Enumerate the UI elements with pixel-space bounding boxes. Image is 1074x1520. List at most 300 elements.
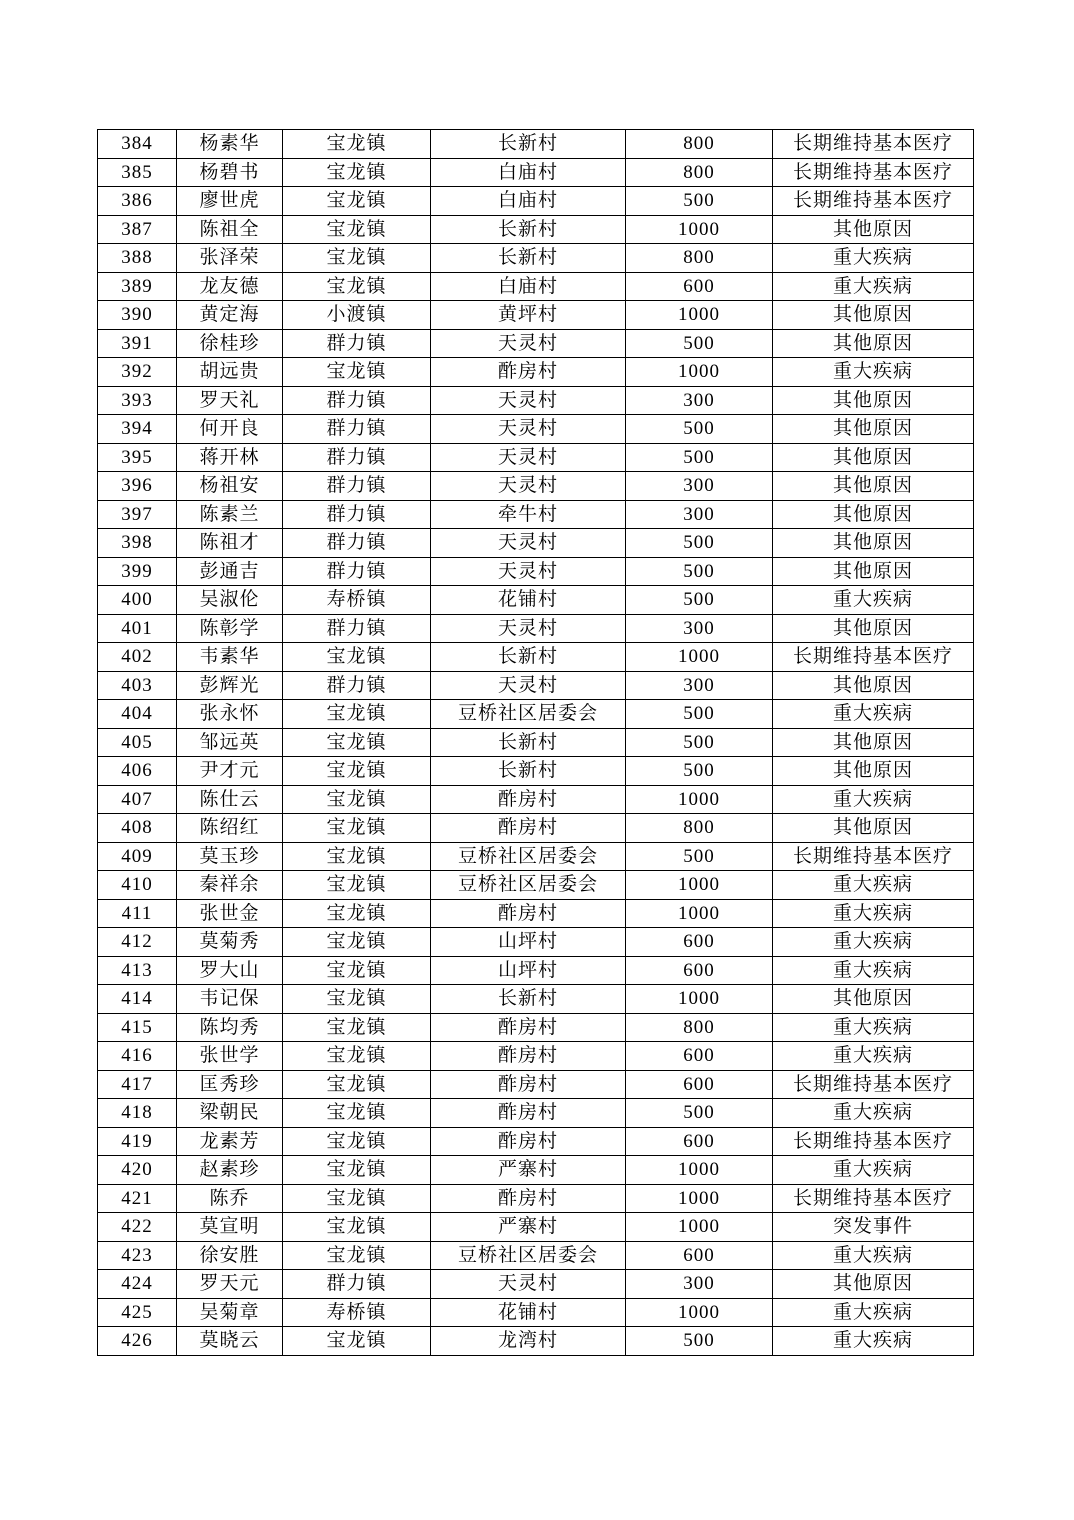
table-row <box>98 329 974 358</box>
row-number: 399 <box>98 557 177 586</box>
row-number: 412 <box>98 928 177 957</box>
relief-roster-table <box>97 129 974 1356</box>
row-number: 395 <box>98 443 177 472</box>
relief-amount: 800 <box>626 158 773 187</box>
person-name: 莫菊秀 <box>177 928 283 957</box>
relief-reason: 长期维持基本医疗 <box>773 842 974 871</box>
town-name: 宝龙镇 <box>283 1213 431 1242</box>
relief-reason: 重大疾病 <box>773 928 974 957</box>
village-name: 豆桥社区居委会 <box>431 842 626 871</box>
relief-reason: 其他原因 <box>773 415 974 444</box>
table-row <box>98 1042 974 1071</box>
table-row <box>98 1184 974 1213</box>
person-name: 陈仕云 <box>177 785 283 814</box>
relief-reason: 长期维持基本医疗 <box>773 1127 974 1156</box>
person-name: 杨碧书 <box>177 158 283 187</box>
person-name: 彭辉光 <box>177 671 283 700</box>
village-name: 豆桥社区居委会 <box>431 871 626 900</box>
person-name: 陈祖全 <box>177 215 283 244</box>
village-name: 长新村 <box>431 757 626 786</box>
row-number: 413 <box>98 956 177 985</box>
table-row <box>98 215 974 244</box>
table-row <box>98 272 974 301</box>
person-name: 罗天礼 <box>177 386 283 415</box>
person-name: 龙友德 <box>177 272 283 301</box>
person-name: 莫玉珍 <box>177 842 283 871</box>
town-name: 宝龙镇 <box>283 1156 431 1185</box>
town-name: 宝龙镇 <box>283 272 431 301</box>
village-name: 酢房村 <box>431 1042 626 1071</box>
relief-reason: 重大疾病 <box>773 956 974 985</box>
relief-reason: 重大疾病 <box>773 1298 974 1327</box>
town-name: 宝龙镇 <box>283 1327 431 1356</box>
village-name: 天灵村 <box>431 443 626 472</box>
relief-amount: 600 <box>626 956 773 985</box>
village-name: 天灵村 <box>431 386 626 415</box>
person-name: 陈绍红 <box>177 814 283 843</box>
village-name: 天灵村 <box>431 529 626 558</box>
table-row <box>98 130 974 159</box>
row-number: 418 <box>98 1099 177 1128</box>
town-name: 群力镇 <box>283 557 431 586</box>
table-row <box>98 842 974 871</box>
town-name: 群力镇 <box>283 500 431 529</box>
village-name: 长新村 <box>431 244 626 273</box>
town-name: 宝龙镇 <box>283 1184 431 1213</box>
town-name: 群力镇 <box>283 386 431 415</box>
person-name: 张泽荣 <box>177 244 283 273</box>
table-row <box>98 814 974 843</box>
table-row <box>98 643 974 672</box>
village-name: 山坪村 <box>431 956 626 985</box>
person-name: 胡远贵 <box>177 358 283 387</box>
table-row <box>98 1213 974 1242</box>
table-row <box>98 1327 974 1356</box>
village-name: 酢房村 <box>431 1184 626 1213</box>
village-name: 长新村 <box>431 643 626 672</box>
person-name: 张世金 <box>177 899 283 928</box>
person-name: 何开良 <box>177 415 283 444</box>
town-name: 寿桥镇 <box>283 1298 431 1327</box>
row-number: 408 <box>98 814 177 843</box>
relief-reason: 重大疾病 <box>773 700 974 729</box>
town-name: 群力镇 <box>283 1270 431 1299</box>
table-row <box>98 1270 974 1299</box>
relief-reason: 其他原因 <box>773 472 974 501</box>
person-name: 张永怀 <box>177 700 283 729</box>
table-row <box>98 187 974 216</box>
relief-amount: 600 <box>626 1070 773 1099</box>
relief-reason: 突发事件 <box>773 1213 974 1242</box>
relief-amount: 500 <box>626 757 773 786</box>
town-name: 宝龙镇 <box>283 700 431 729</box>
village-name: 花铺村 <box>431 1298 626 1327</box>
relief-amount: 1000 <box>626 1213 773 1242</box>
relief-reason: 重大疾病 <box>773 1099 974 1128</box>
table-row <box>98 671 974 700</box>
row-number: 394 <box>98 415 177 444</box>
table-row <box>98 557 974 586</box>
relief-amount: 300 <box>626 386 773 415</box>
village-name: 酢房村 <box>431 1099 626 1128</box>
town-name: 宝龙镇 <box>283 814 431 843</box>
town-name: 宝龙镇 <box>283 130 431 159</box>
row-number: 410 <box>98 871 177 900</box>
town-name: 宝龙镇 <box>283 956 431 985</box>
relief-amount: 500 <box>626 700 773 729</box>
town-name: 宝龙镇 <box>283 1241 431 1270</box>
village-name: 酢房村 <box>431 1127 626 1156</box>
row-number: 386 <box>98 187 177 216</box>
table-row <box>98 1099 974 1128</box>
relief-amount: 1000 <box>626 899 773 928</box>
relief-reason: 其他原因 <box>773 443 974 472</box>
relief-reason: 其他原因 <box>773 614 974 643</box>
table-row <box>98 728 974 757</box>
table-row <box>98 1156 974 1185</box>
town-name: 宝龙镇 <box>283 1127 431 1156</box>
row-number: 397 <box>98 500 177 529</box>
table-row <box>98 529 974 558</box>
relief-reason: 重大疾病 <box>773 1042 974 1071</box>
relief-reason: 重大疾病 <box>773 586 974 615</box>
relief-amount: 500 <box>626 187 773 216</box>
town-name: 宝龙镇 <box>283 358 431 387</box>
relief-reason: 重大疾病 <box>773 1013 974 1042</box>
relief-reason: 其他原因 <box>773 529 974 558</box>
town-name: 宝龙镇 <box>283 928 431 957</box>
relief-amount: 500 <box>626 329 773 358</box>
table-row <box>98 785 974 814</box>
village-name: 酢房村 <box>431 814 626 843</box>
village-name: 酢房村 <box>431 785 626 814</box>
relief-reason: 其他原因 <box>773 386 974 415</box>
relief-reason: 长期维持基本医疗 <box>773 130 974 159</box>
row-number: 398 <box>98 529 177 558</box>
relief-amount: 1000 <box>626 985 773 1014</box>
village-name: 酢房村 <box>431 1070 626 1099</box>
row-number: 414 <box>98 985 177 1014</box>
relief-reason: 重大疾病 <box>773 1241 974 1270</box>
village-name: 长新村 <box>431 985 626 1014</box>
row-number: 396 <box>98 472 177 501</box>
person-name: 陈乔 <box>177 1184 283 1213</box>
person-name: 龙素芳 <box>177 1127 283 1156</box>
village-name: 严寨村 <box>431 1156 626 1185</box>
person-name: 吴淑伦 <box>177 586 283 615</box>
row-number: 422 <box>98 1213 177 1242</box>
row-number: 424 <box>98 1270 177 1299</box>
person-name: 陈祖才 <box>177 529 283 558</box>
row-number: 388 <box>98 244 177 273</box>
row-number: 389 <box>98 272 177 301</box>
row-number: 390 <box>98 301 177 330</box>
relief-amount: 1000 <box>626 301 773 330</box>
table-row <box>98 500 974 529</box>
row-number: 384 <box>98 130 177 159</box>
table-row <box>98 301 974 330</box>
relief-reason: 重大疾病 <box>773 871 974 900</box>
village-name: 酢房村 <box>431 358 626 387</box>
relief-amount: 600 <box>626 928 773 957</box>
relief-reason: 其他原因 <box>773 985 974 1014</box>
table-row <box>98 1241 974 1270</box>
relief-amount: 300 <box>626 1270 773 1299</box>
village-name: 天灵村 <box>431 472 626 501</box>
row-number: 406 <box>98 757 177 786</box>
row-number: 391 <box>98 329 177 358</box>
table-row <box>98 1298 974 1327</box>
person-name: 韦素华 <box>177 643 283 672</box>
village-name: 天灵村 <box>431 671 626 700</box>
person-name: 邹远英 <box>177 728 283 757</box>
relief-reason: 重大疾病 <box>773 1156 974 1185</box>
relief-amount: 800 <box>626 1013 773 1042</box>
relief-reason: 长期维持基本医疗 <box>773 158 974 187</box>
relief-amount: 1000 <box>626 358 773 387</box>
village-name: 长新村 <box>431 130 626 159</box>
town-name: 宝龙镇 <box>283 728 431 757</box>
relief-amount: 500 <box>626 728 773 757</box>
village-name: 酢房村 <box>431 1013 626 1042</box>
town-name: 宝龙镇 <box>283 1099 431 1128</box>
village-name: 花铺村 <box>431 586 626 615</box>
person-name: 彭通吉 <box>177 557 283 586</box>
person-name: 罗天元 <box>177 1270 283 1299</box>
town-name: 宝龙镇 <box>283 1042 431 1071</box>
row-number: 409 <box>98 842 177 871</box>
person-name: 陈均秀 <box>177 1013 283 1042</box>
relief-amount: 600 <box>626 272 773 301</box>
relief-amount: 500 <box>626 529 773 558</box>
person-name: 杨素华 <box>177 130 283 159</box>
town-name: 宝龙镇 <box>283 871 431 900</box>
table-row <box>98 386 974 415</box>
table-row <box>98 928 974 957</box>
row-number: 419 <box>98 1127 177 1156</box>
relief-reason: 其他原因 <box>773 728 974 757</box>
relief-reason: 重大疾病 <box>773 785 974 814</box>
town-name: 宝龙镇 <box>283 158 431 187</box>
relief-amount: 1000 <box>626 215 773 244</box>
village-name: 长新村 <box>431 215 626 244</box>
relief-reason: 其他原因 <box>773 1270 974 1299</box>
village-name: 天灵村 <box>431 614 626 643</box>
relief-amount: 500 <box>626 1099 773 1128</box>
village-name: 白庙村 <box>431 187 626 216</box>
village-name: 严寨村 <box>431 1213 626 1242</box>
person-name: 廖世虎 <box>177 187 283 216</box>
row-number: 411 <box>98 899 177 928</box>
relief-amount: 800 <box>626 130 773 159</box>
relief-reason: 重大疾病 <box>773 1327 974 1356</box>
row-number: 387 <box>98 215 177 244</box>
relief-reason: 重大疾病 <box>773 272 974 301</box>
town-name: 宝龙镇 <box>283 1070 431 1099</box>
table-row <box>98 614 974 643</box>
relief-amount: 1000 <box>626 1156 773 1185</box>
relief-reason: 重大疾病 <box>773 358 974 387</box>
person-name: 赵素珍 <box>177 1156 283 1185</box>
person-name: 莫晓云 <box>177 1327 283 1356</box>
relief-amount: 1000 <box>626 871 773 900</box>
row-number: 385 <box>98 158 177 187</box>
row-number: 420 <box>98 1156 177 1185</box>
town-name: 群力镇 <box>283 472 431 501</box>
relief-reason: 其他原因 <box>773 671 974 700</box>
table-row <box>98 443 974 472</box>
relief-reason: 重大疾病 <box>773 244 974 273</box>
table-row <box>98 1070 974 1099</box>
person-name: 罗大山 <box>177 956 283 985</box>
relief-reason: 长期维持基本医疗 <box>773 1184 974 1213</box>
person-name: 陈彰学 <box>177 614 283 643</box>
town-name: 群力镇 <box>283 671 431 700</box>
village-name: 白庙村 <box>431 158 626 187</box>
table-row <box>98 956 974 985</box>
row-number: 404 <box>98 700 177 729</box>
row-number: 417 <box>98 1070 177 1099</box>
person-name: 黄定海 <box>177 301 283 330</box>
village-name: 黄坪村 <box>431 301 626 330</box>
village-name: 山坪村 <box>431 928 626 957</box>
relief-amount: 600 <box>626 1042 773 1071</box>
town-name: 宝龙镇 <box>283 244 431 273</box>
person-name: 徐桂珍 <box>177 329 283 358</box>
relief-amount: 1000 <box>626 1184 773 1213</box>
town-name: 宝龙镇 <box>283 187 431 216</box>
village-name: 天灵村 <box>431 329 626 358</box>
person-name: 张世学 <box>177 1042 283 1071</box>
table-row <box>98 1127 974 1156</box>
relief-amount: 500 <box>626 443 773 472</box>
row-number: 415 <box>98 1013 177 1042</box>
table-row <box>98 415 974 444</box>
town-name: 群力镇 <box>283 529 431 558</box>
town-name: 宝龙镇 <box>283 785 431 814</box>
relief-amount: 300 <box>626 614 773 643</box>
person-name: 梁朝民 <box>177 1099 283 1128</box>
relief-amount: 500 <box>626 557 773 586</box>
row-number: 393 <box>98 386 177 415</box>
town-name: 群力镇 <box>283 329 431 358</box>
village-name: 白庙村 <box>431 272 626 301</box>
relief-amount: 500 <box>626 842 773 871</box>
row-number: 426 <box>98 1327 177 1356</box>
row-number: 403 <box>98 671 177 700</box>
relief-reason: 重大疾病 <box>773 899 974 928</box>
person-name: 秦祥余 <box>177 871 283 900</box>
town-name: 群力镇 <box>283 415 431 444</box>
relief-reason: 其他原因 <box>773 814 974 843</box>
table-row <box>98 985 974 1014</box>
table-row <box>98 158 974 187</box>
village-name: 天灵村 <box>431 557 626 586</box>
relief-amount: 800 <box>626 244 773 273</box>
village-name: 龙湾村 <box>431 1327 626 1356</box>
person-name: 吴菊章 <box>177 1298 283 1327</box>
table-row <box>98 899 974 928</box>
relief-reason: 长期维持基本医疗 <box>773 643 974 672</box>
town-name: 宝龙镇 <box>283 842 431 871</box>
village-name: 天灵村 <box>431 1270 626 1299</box>
person-name: 陈素兰 <box>177 500 283 529</box>
town-name: 寿桥镇 <box>283 586 431 615</box>
row-number: 421 <box>98 1184 177 1213</box>
relief-amount: 300 <box>626 671 773 700</box>
relief-amount: 300 <box>626 500 773 529</box>
relief-amount: 1000 <box>626 643 773 672</box>
row-number: 425 <box>98 1298 177 1327</box>
town-name: 宝龙镇 <box>283 215 431 244</box>
person-name: 韦记保 <box>177 985 283 1014</box>
row-number: 423 <box>98 1241 177 1270</box>
relief-reason: 长期维持基本医疗 <box>773 1070 974 1099</box>
row-number: 402 <box>98 643 177 672</box>
town-name: 群力镇 <box>283 443 431 472</box>
person-name: 莫宣明 <box>177 1213 283 1242</box>
relief-amount: 500 <box>626 586 773 615</box>
village-name: 豆桥社区居委会 <box>431 700 626 729</box>
table-row <box>98 1013 974 1042</box>
table-row <box>98 244 974 273</box>
relief-reason: 其他原因 <box>773 215 974 244</box>
person-name: 匡秀珍 <box>177 1070 283 1099</box>
row-number: 401 <box>98 614 177 643</box>
row-number: 416 <box>98 1042 177 1071</box>
row-number: 407 <box>98 785 177 814</box>
relief-amount: 600 <box>626 1127 773 1156</box>
relief-reason: 其他原因 <box>773 329 974 358</box>
town-name: 宝龙镇 <box>283 643 431 672</box>
relief-reason: 其他原因 <box>773 757 974 786</box>
town-name: 小渡镇 <box>283 301 431 330</box>
table-row <box>98 472 974 501</box>
table-row <box>98 700 974 729</box>
town-name: 宝龙镇 <box>283 985 431 1014</box>
person-name: 蒋开林 <box>177 443 283 472</box>
relief-reason: 长期维持基本医疗 <box>773 187 974 216</box>
table-row <box>98 586 974 615</box>
town-name: 宝龙镇 <box>283 757 431 786</box>
relief-amount: 1000 <box>626 785 773 814</box>
relief-amount: 800 <box>626 814 773 843</box>
town-name: 宝龙镇 <box>283 1013 431 1042</box>
relief-amount: 300 <box>626 472 773 501</box>
relief-reason: 其他原因 <box>773 301 974 330</box>
table-row <box>98 757 974 786</box>
person-name: 尹才元 <box>177 757 283 786</box>
person-name: 徐安胜 <box>177 1241 283 1270</box>
relief-reason: 其他原因 <box>773 557 974 586</box>
village-name: 酢房村 <box>431 899 626 928</box>
village-name: 豆桥社区居委会 <box>431 1241 626 1270</box>
person-name: 杨祖安 <box>177 472 283 501</box>
town-name: 宝龙镇 <box>283 899 431 928</box>
roster-body <box>98 130 974 1356</box>
table-row <box>98 871 974 900</box>
town-name: 群力镇 <box>283 614 431 643</box>
village-name: 长新村 <box>431 728 626 757</box>
relief-amount: 600 <box>626 1241 773 1270</box>
row-number: 392 <box>98 358 177 387</box>
row-number: 400 <box>98 586 177 615</box>
relief-reason: 其他原因 <box>773 500 974 529</box>
village-name: 牵牛村 <box>431 500 626 529</box>
village-name: 天灵村 <box>431 415 626 444</box>
table-row <box>98 358 974 387</box>
relief-amount: 1000 <box>626 1298 773 1327</box>
